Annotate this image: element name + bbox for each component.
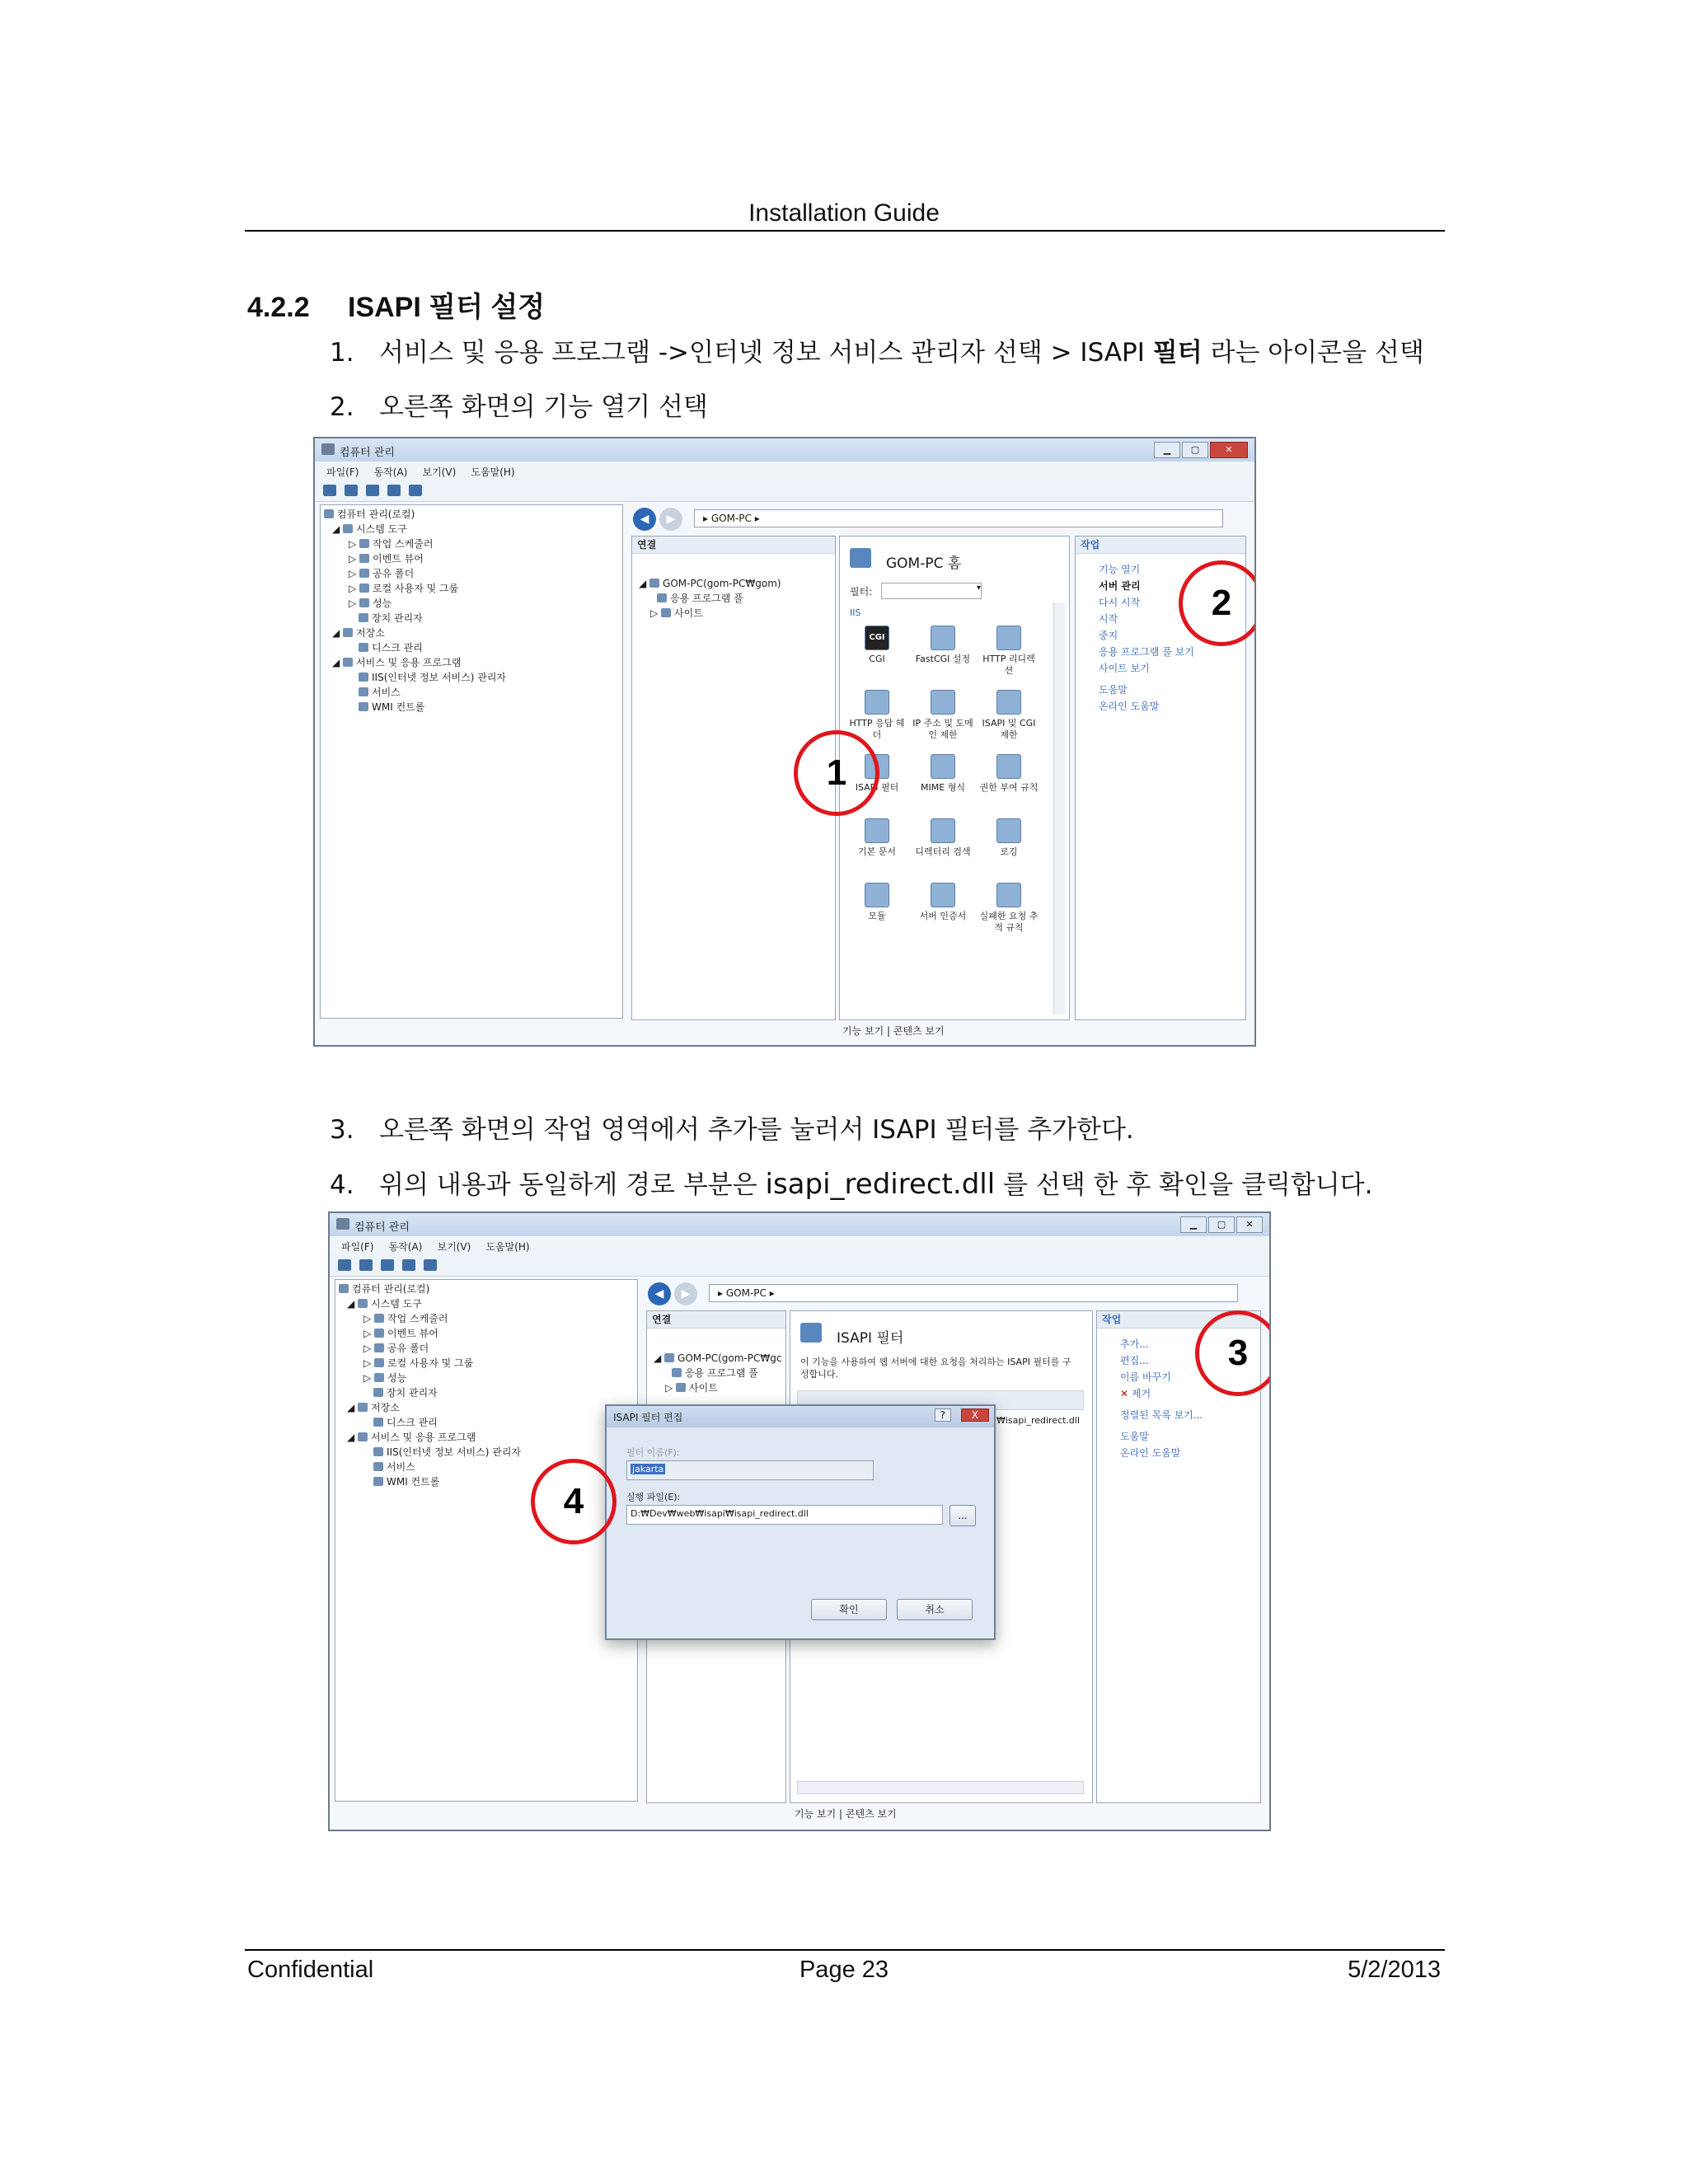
action-start[interactable]: 시작 [1099,613,1118,625]
tab-features-view[interactable]: 기능 보기 [795,1808,837,1820]
server-icon [664,1353,674,1362]
window-controls [1154,442,1248,458]
pane-header: 연결 [632,537,835,554]
tree-item[interactable]: 서비스 [324,685,619,700]
storage-icon [358,1403,368,1412]
bottom-tabs: 기능 보기 | 콘텐츠 보기 [795,1808,897,1820]
feature-icon [931,690,955,715]
back-icon[interactable] [323,485,336,496]
dialog-title: ISAPI 필터 편집 [613,1412,683,1423]
section-title: ISAPI 필터 설정 [348,292,546,323]
executable-path-field[interactable] [626,1505,943,1525]
pane-header: 작업 [1076,537,1245,554]
footer-date: 5/2/2013 [1348,1957,1441,1983]
share-icon [359,569,369,578]
ok-button[interactable]: 확인 [811,1599,887,1620]
step-number: 2. [330,392,354,422]
action-online-help[interactable]: 온라인 도움말 [1099,701,1160,712]
folder-icon[interactable] [366,485,379,496]
feature-icon [865,818,889,843]
address-bar[interactable]: ▸ GOM-PC ▸ [694,509,1223,527]
executable-label: 실행 파일(E): [626,1492,681,1502]
connections-tree [639,576,781,621]
console-tree [335,1279,638,1802]
clock-icon [359,539,369,548]
feature-item[interactable] [846,626,907,665]
forward-icon[interactable] [345,485,358,496]
action-view-app-pools[interactable]: 응용 프로그램 풀 보기 [1099,646,1194,658]
feature-label: CGI [869,654,885,664]
footer-left: Confidential [247,1957,374,1983]
forward-icon[interactable]: ▶ [674,1282,697,1305]
feature-label: IP 주소 및 도메인 제한 [912,718,973,740]
server-icon [649,579,659,588]
pane-header: 작업 [1097,1311,1260,1329]
bottom-tabs: 기능 보기 | 콘텐츠 보기 [842,1025,945,1037]
toolbar [315,480,1254,502]
tree-item[interactable]: ◢ GOM-PC(gom-PC₩gc [654,1352,782,1364]
window-controls [1180,1216,1263,1233]
step-2 [330,386,708,423]
close-button[interactable]: ✕ [1236,1216,1263,1233]
callout-1: 1 [794,730,879,816]
tree-item[interactable]: 응용 프로그램 풀 [654,1366,781,1380]
page-description: 이 기능을 사용하여 웹 서버에 대한 요청을 처리하는 ISAPI 필터를 구성합니다. [800,1357,1071,1380]
console-tree [320,504,623,1019]
dialog-title-bar [607,1406,994,1427]
tab-content-view[interactable]: 콘텐츠 보기 [893,1025,945,1037]
action-open-feature[interactable]: 기능 열기 [1099,564,1141,575]
tab-content-view[interactable]: 콘텐츠 보기 [845,1808,897,1820]
step-text: 위의 내용과 동일하게 경로 부분은 [379,1170,766,1200]
feature-item[interactable] [912,754,973,794]
minimize-button[interactable]: ▁ [1154,442,1180,458]
maximize-button[interactable]: ▢ [1182,442,1208,458]
storage-icon [343,628,353,637]
close-button[interactable]: ✕ [1210,442,1248,458]
feature-label: 기본 문서 [857,846,896,857]
server-icon [850,548,871,568]
tree-item[interactable]: ▷ 성능 [349,598,392,609]
callout-2: 2 [1179,560,1256,646]
feature-label: ISAPI 및 CGI 제한 [982,718,1036,740]
footer-rule [245,1949,1445,1951]
tree-item[interactable]: IIS(인터넷 정보 서비스) 관리자 [324,670,619,685]
step-text: 를 선택 한 후 확인을 클릭합니다. [995,1170,1373,1200]
menu-view[interactable]: 보기(V) [422,466,457,478]
header-rule [245,230,1445,232]
help-icon[interactable] [409,485,422,496]
tree-item[interactable]: ◢ 서비스 및 응용 프로그램 [347,1432,476,1443]
action-view-ordered-list[interactable]: 정렬된 목록 보기... [1120,1409,1203,1421]
event-icon [374,1329,384,1338]
services-apps-icon [343,658,353,667]
feature-icon [931,626,955,650]
step-number: 1. [330,338,354,368]
feature-icon [996,754,1021,779]
feature-icon [931,754,955,779]
connections-tree [654,1351,781,1395]
action-restart[interactable]: 다시 시작 [1099,597,1141,608]
feature-item[interactable] [912,818,973,858]
toolbar [330,1254,1269,1277]
folder-icon[interactable] [381,1259,394,1271]
section-heading [247,284,545,325]
window-title: 컴퓨터 관리 [354,1221,410,1234]
feature-icon [865,690,889,715]
feature-item[interactable] [912,690,973,741]
tree-item[interactable]: 장치 관리자 [339,1385,634,1400]
feature-label: MIME 형식 [921,782,965,793]
action-add[interactable]: 추가... [1120,1338,1149,1350]
step-1 [330,331,1424,368]
feature-label: HTTP 리디렉션 [982,654,1035,676]
dialog-help-button[interactable]: ? [935,1408,951,1422]
filter-label: 필터: [850,586,873,598]
feature-icon [865,883,889,907]
feature-item[interactable] [978,754,1039,794]
feature-item[interactable] [978,818,1039,858]
device-icon [359,613,368,622]
menu-file[interactable]: 파일(F) [326,466,359,478]
tree-item[interactable]: ◢ 저장소 [332,627,385,639]
feature-icon [996,818,1021,843]
services-icon [373,1462,383,1471]
tree-item[interactable]: 장치 관리자 [324,611,619,626]
action-stop[interactable]: 중지 [1099,630,1118,641]
tree-item[interactable]: ◢ 시스템 도구 [347,1298,422,1310]
footer-page: Page 23 [799,1957,889,1983]
feature-icon [996,626,1021,650]
menu-help[interactable]: 도움말(H) [485,1241,530,1253]
step-text: 오른쪽 화면의 기능 열기 선택 [379,392,708,422]
event-icon [359,554,369,563]
maximize-button[interactable]: ▢ [1208,1216,1235,1233]
performance-icon [374,1373,384,1382]
remove-icon: ✕ [1120,1388,1129,1399]
step-number: 4. [330,1170,354,1200]
callout-3: 3 [1195,1310,1271,1396]
feature-label: 서버 인증서 [919,911,967,921]
feature-label: FastCGI 설정 [915,654,971,664]
feature-icon [996,690,1021,715]
dialog-close-button[interactable]: X [961,1408,989,1422]
tree-item[interactable]: WMI 컨트롤 [339,1474,634,1489]
tree-item[interactable]: 디스크 관리 [339,1415,634,1430]
edit-isapi-filter-dialog [605,1404,996,1640]
browse-button[interactable]: ... [950,1505,976,1526]
action-help[interactable]: 도움말 [1120,1431,1149,1442]
tree-item[interactable]: WMI 컨트롤 [324,700,619,715]
wmi-icon [359,702,368,711]
tree-item[interactable]: ▷ 로컬 사용자 및 그룹 [349,583,459,594]
action-rename[interactable]: 이름 바꾸기 [1120,1371,1171,1383]
feature-label: 모듈 [868,911,886,921]
tree-item[interactable]: 컴퓨터 관리(로컬) [339,1282,634,1296]
list-cell-path[interactable]: ₩isapi_redirect.dll [996,1415,1081,1426]
computer-icon [339,1284,349,1293]
action-view-sites[interactable]: 사이트 보기 [1099,663,1150,674]
section-number: 4.2.2 [247,292,310,323]
screenshot-computer-management-2 [328,1212,1271,1831]
app-pool-icon [657,593,667,602]
share-icon [374,1343,384,1352]
tree-item[interactable]: ▷ 작업 스케줄러 [349,538,434,550]
filter-dropdown[interactable]: ▾ [881,583,982,599]
feature-item[interactable] [978,690,1039,741]
filter-name-label: 필터 이름(F): [626,1447,680,1458]
step-text: 서비스 및 응용 프로그램 ->인터넷 정보 서비스 관리자 선택 > ISAPI [379,338,1153,368]
feature-item[interactable] [846,818,907,858]
title-bar [330,1213,1269,1236]
tree-item[interactable]: ◢ 저장소 [347,1402,400,1413]
view-icon[interactable] [387,485,401,496]
feature-label: HTTP 응답 헤더 [849,718,905,740]
device-icon [373,1388,383,1397]
services-icon [359,687,368,696]
tools-icon [343,524,353,533]
minimize-button[interactable]: ▁ [1180,1216,1207,1233]
tools-icon [358,1299,368,1308]
tree-item[interactable]: 디스크 관리 [324,640,619,655]
feature-icon [931,818,955,843]
tree-item[interactable]: IIS(인터넷 정보 서비스) 관리자 [339,1445,634,1460]
tree-item[interactable]: ▷ 로컬 사용자 및 그룹 [363,1357,474,1369]
tree-item[interactable]: 컴퓨터 관리(로컬) [324,507,619,522]
tree-item[interactable]: ◢ 서비스 및 응용 프로그램 [332,657,462,668]
feature-item[interactable] [912,626,973,665]
view-icon[interactable] [402,1259,415,1271]
tree-item[interactable]: ▷ 이벤트 뷰어 [363,1328,438,1339]
screenshot-computer-management-1 [313,437,1256,1047]
tree-item[interactable]: ▷ 사이트 [650,607,703,619]
action-remove[interactable]: ✕ 제거 [1120,1388,1151,1399]
services-apps-icon [358,1432,368,1441]
feature-icon [931,883,955,907]
group-label: IIS [850,607,861,618]
filter-name-value: jakarta [632,1464,664,1474]
cancel-button[interactable]: 취소 [897,1599,973,1620]
page-title: ISAPI 필터 [837,1330,904,1347]
feature-label: ISAPI 필터 [855,782,899,793]
iis-icon [373,1447,383,1456]
wmi-icon [373,1477,383,1486]
tree-item[interactable]: ▷ 공유 폴더 [363,1343,429,1354]
users-icon [359,583,369,593]
forward-icon[interactable] [359,1259,373,1271]
back-icon[interactable]: ◀ [648,1282,671,1305]
forward-icon[interactable]: ▶ [659,508,682,531]
step-bold: 필터 [1152,338,1203,368]
tree-item[interactable]: 응용 프로그램 풀 [639,591,781,606]
action-online-help[interactable]: 온라인 도움말 [1120,1447,1181,1459]
feature-label: 디렉터리 검색 [915,846,971,857]
tree-item[interactable]: ◢ GOM-PC(gom-PC₩gom) [639,578,781,589]
menu-action[interactable]: 동작(A) [373,466,408,478]
computer-management-icon [321,443,335,455]
executable-path-value: D:₩Dev₩web₩isapi₩isapi_redirect.dll [631,1508,809,1519]
users-icon [374,1358,384,1367]
callout-4: 4 [531,1459,617,1544]
step-code: isapi_redirect.dll [765,1168,996,1201]
home-title: GOM-PC 홈 [886,555,962,572]
menu-file[interactable]: 파일(F) [341,1241,374,1253]
menu-bar [330,1236,1269,1254]
app-pool-icon [672,1368,682,1377]
tree-item[interactable]: ▷ 공유 폴더 [349,568,415,579]
filter-name-field[interactable] [626,1460,874,1480]
sites-icon [661,608,671,617]
computer-management-icon [336,1218,349,1230]
feature-icon: CGI [865,626,889,650]
step-4 [330,1164,1372,1201]
tree-item[interactable]: ▷ 작업 스케줄러 [363,1313,448,1324]
sites-icon [676,1383,686,1392]
tab-features-view[interactable]: 기능 보기 [842,1025,884,1037]
pane-header: 연결 [647,1311,785,1329]
horizontal-scrollbar[interactable] [797,1781,1084,1794]
help-icon[interactable] [424,1259,437,1271]
address-bar[interactable]: ▸ GOM-PC ▸ [709,1284,1238,1302]
menu-help[interactable]: 도움말(H) [471,466,515,478]
tree-item[interactable]: ▷ 이벤트 뷰어 [349,553,424,565]
feature-label: 로깅 [1000,846,1018,857]
clock-icon [374,1314,384,1323]
tree-item[interactable]: ▷ 사이트 [665,1382,718,1394]
scrollbar[interactable] [1053,602,1066,1015]
feature-item[interactable] [846,883,907,922]
actions-group-header: 서버 관리 [1099,580,1141,592]
menu-view[interactable]: 보기(V) [437,1241,471,1253]
step-text: 라는 아이콘을 선택 [1202,338,1424,368]
step-text: 오른쪽 화면의 작업 영역에서 추가를 눌러서 ISAPI 필터를 추가한다. [379,1115,1134,1145]
tree-item[interactable]: ◢ 시스템 도구 [332,523,407,535]
iis-icon [359,673,368,682]
feature-icon [996,883,1021,907]
back-icon[interactable]: ◀ [633,508,656,531]
action-edit[interactable]: 편집... [1120,1355,1149,1366]
feature-item[interactable] [978,883,1039,934]
menu-bar [315,462,1254,480]
menu-action[interactable]: 동작(A) [388,1241,423,1253]
computer-icon [324,509,334,518]
window-title: 컴퓨터 관리 [340,447,395,459]
feature-item[interactable] [846,690,907,741]
disk-icon [373,1418,383,1427]
feature-item[interactable] [978,626,1039,677]
action-help[interactable]: 도움말 [1099,684,1128,696]
step-number: 3. [330,1115,354,1145]
feature-item[interactable] [912,883,973,922]
running-header: Installation Guide [748,199,940,227]
disk-icon [359,643,368,652]
performance-icon [359,598,369,607]
step-3 [330,1108,1134,1146]
feature-label: 권한 부여 규칙 [979,782,1039,793]
title-bar [315,438,1254,462]
isapi-filter-icon [800,1323,822,1343]
tree-item[interactable]: ▷ 성능 [363,1372,407,1384]
tree-item[interactable]: 서비스 [339,1460,634,1474]
back-icon[interactable] [338,1259,351,1271]
feature-label: 실패한 요청 추적 규칙 [979,911,1039,933]
